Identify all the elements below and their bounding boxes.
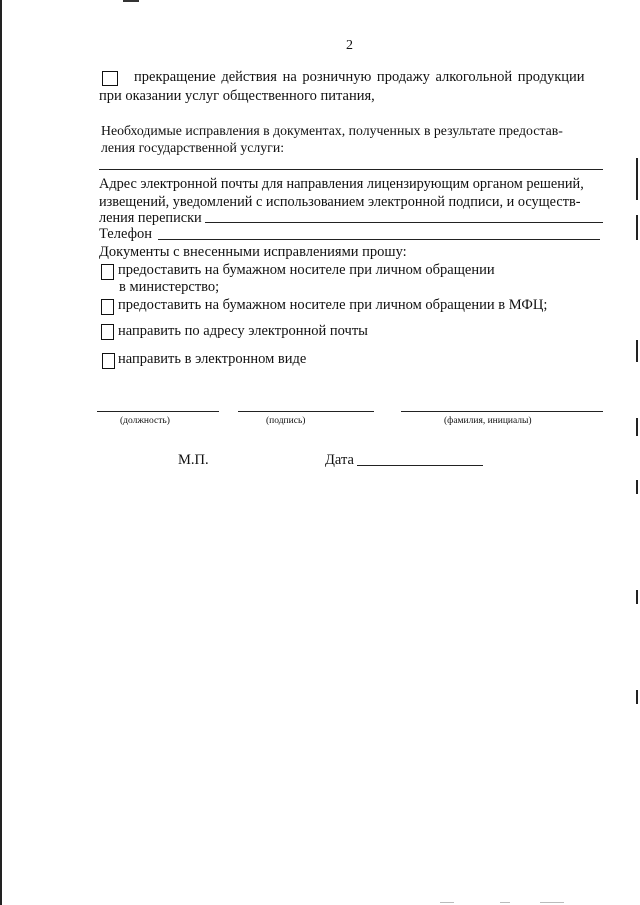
delivery-option-ministry-line2: в министерство; [119,279,220,295]
scan-edge-right-1 [636,158,638,200]
delivery-option-email-text: направить по адресу электронной почты [118,323,368,339]
termination-text-line2: при оказании услуг общественного питания, [99,88,375,104]
scan-edge-right-5 [636,480,638,494]
email-text-line3: ления переписки [99,210,202,226]
delivery-option-electronic-text: направить в электронном виде [118,351,307,367]
delivery-option-ministry-line1: предоставить на бумажном носителе при личном обращении [118,262,495,278]
scan-noise-bottom-3 [540,902,564,903]
termination-text-line1: прекращение действия на розничную продажу алкогольной продукции [134,69,585,85]
scan-edge-right-7 [636,690,638,704]
scan-noise-bottom-1 [440,902,454,903]
termination-checkbox[interactable] [102,71,118,86]
scan-edge-right-4 [636,418,638,436]
name-caption: (фамилия, инициалы) [444,416,532,426]
email-text-line1: Адрес электронной почты для направления лицензирующим органом решений, [99,176,584,192]
position-caption: (должность) [120,416,170,426]
scan-edge-right-3 [636,340,638,362]
delivery-option-mfc-text: предоставить на бумажном носителе при личном обращении в МФЦ; [118,297,548,313]
scan-edge-right-2 [636,215,638,240]
signature-caption: (подпись) [266,416,306,426]
delivery-heading: Документы с внесенными исправлениями прошу: [99,244,407,260]
corrections-input-line[interactable] [99,169,603,170]
phone-input-line[interactable] [158,239,600,240]
scan-edge-left [0,0,2,905]
delivery-option-email-checkbox[interactable] [101,324,114,340]
delivery-option-mfc-checkbox[interactable] [101,299,114,315]
corrections-text-line2: ления государственной услуги: [101,140,285,155]
name-signature-line[interactable] [401,411,603,412]
date-label: Дата [325,452,354,468]
signature-line[interactable] [238,411,374,412]
stamp-label: М.П. [178,452,209,468]
date-input-line[interactable] [357,465,483,466]
scan-noise-bottom-2 [500,902,510,903]
scan-edge-right-6 [636,590,638,604]
email-input-line[interactable] [205,222,603,223]
page-number: 2 [346,38,353,53]
delivery-option-ministry-checkbox[interactable] [101,264,114,280]
email-text-line2: извещений, уведомлений с использованием электронной подписи, и осуществ- [99,194,581,210]
position-signature-line[interactable] [97,411,219,412]
scan-mark-top [123,0,139,2]
phone-label: Телефон [99,226,152,242]
corrections-text-line1: Необходимые исправления в документах, полученных в результате предостав- [101,123,563,138]
delivery-option-electronic-checkbox[interactable] [102,353,115,369]
